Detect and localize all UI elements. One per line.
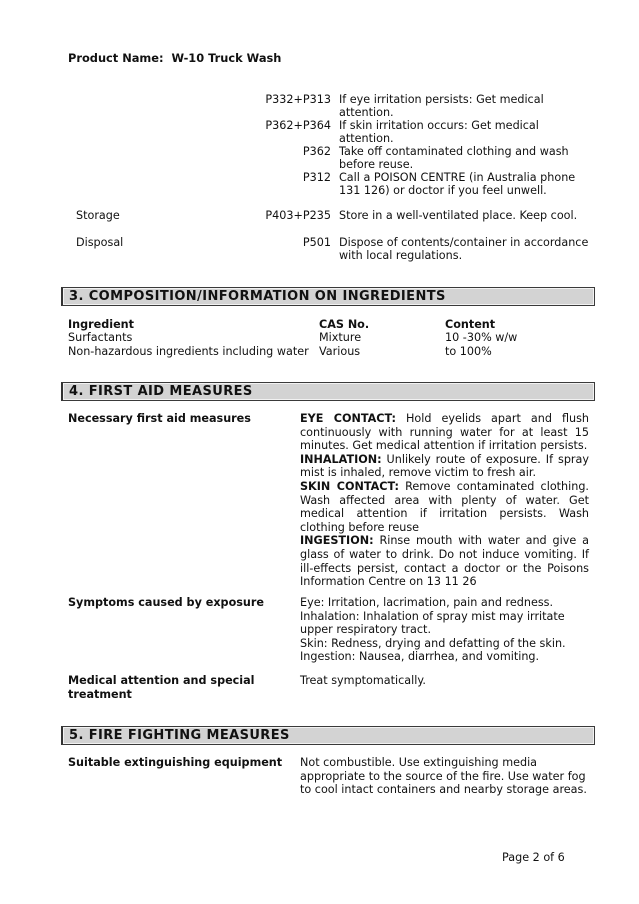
section-title: 5. FIRE FIGHTING MEASURES [69,728,290,743]
p-text: Take off contaminated clothing and wash before reuse. [339,145,569,172]
section-header-first-aid [61,382,595,401]
content-cell: to 100% [445,344,492,358]
p-text: If skin irritation occurs: Get medical attention. [339,119,539,146]
first-aid-skin: SKIN CONTACT: Remove contaminated clothing. Wash affected area with plenty of water. Get medical attention if irritation persists. Wash clothing before reuse [300,479,589,534]
content-cell: 10 -30% w/w [445,331,518,345]
necessary-first-aid-label: Necessary first aid measures [68,412,251,425]
p-code: P362 [302,145,331,158]
p-code: P362+P364 [265,119,331,132]
product-name [68,51,281,65]
column-header-ingredient: Ingredient [68,318,134,331]
section-header-fire-fighting [61,726,595,745]
first-aid-eye: EYE CONTACT: Hold eyelids apart and flush continuously with running water for at least 15 minutes. Get medical attention if irritation persists. [300,412,589,453]
section-title: 3. COMPOSITION/INFORMATION ON INGREDIENTS [69,289,446,304]
product-name-label: Product Name: [68,51,164,65]
medical-attention-label: Medical attention and special treatment [68,674,255,701]
cas-column [319,318,369,358]
p-text: Store in a well-ventilated place. Keep cool. [339,209,578,222]
page-number: Page 2 of 6 [502,851,565,864]
column-header-cas: CAS No. [319,318,370,331]
p-text: Call a POISON CENTRE (in Australia phone 131 126) or doctor if you feel unwell. [339,171,576,198]
ingredient-cell: Non-hazardous ingredients including water [68,344,309,358]
p-code: P501 [302,236,331,249]
disposal-label: Disposal [76,236,124,249]
extinguishing-text: Not combustible. Use extinguishing media appropriate to the source of the fire. Use water fog to cool intact containers and nearby storage areas. [300,756,587,797]
p-text: If eye irritation persists: Get medical attention. [339,93,544,120]
section-header-composition [61,287,595,306]
symptoms-label: Symptoms caused by exposure [68,596,264,609]
medical-attention-text: Treat symptomatically. [300,674,426,687]
ingredient-cell: Surfactants [68,331,133,345]
product-name-value: W-10 Truck Wash [171,51,282,65]
p-code: P403+P235 [265,209,331,222]
ingredient-column [68,318,309,358]
cas-cell: Various [319,344,361,358]
necessary-first-aid-text [300,412,589,589]
first-aid-inhalation: INHALATION: Unlikely route of exposure. If spray mist is inhaled, remove victim to fresh air. [300,452,589,480]
p-text: Dispose of contents/container in accordance with local regulations. [339,236,589,263]
cas-cell: Mixture [319,331,362,345]
p-code: P332+P313 [265,93,331,106]
column-header-content: Content [445,318,496,331]
storage-label: Storage [76,209,120,222]
section-title: 4. FIRST AID MEASURES [69,384,253,399]
p-code: P312 [302,171,331,184]
extinguishing-label: Suitable extinguishing equipment [68,756,283,769]
content-column [445,318,517,358]
first-aid-ingestion: INGESTION: Rinse mouth with water and give a glass of water to drink. Do not induce vomiting. If ill-effects persist, contact a doctor or the Poisons Information Centre on 13 11 26 [300,534,589,589]
symptoms-text: Eye: Irritation, lacrimation, pain and redness. Inhalation: Inhalation of spray mist may irritate upper respiratory tract. Skin: Redness, drying and defatting of the skin. Ingestion: Nausea, diarrhea, and vomiting. [300,596,566,664]
